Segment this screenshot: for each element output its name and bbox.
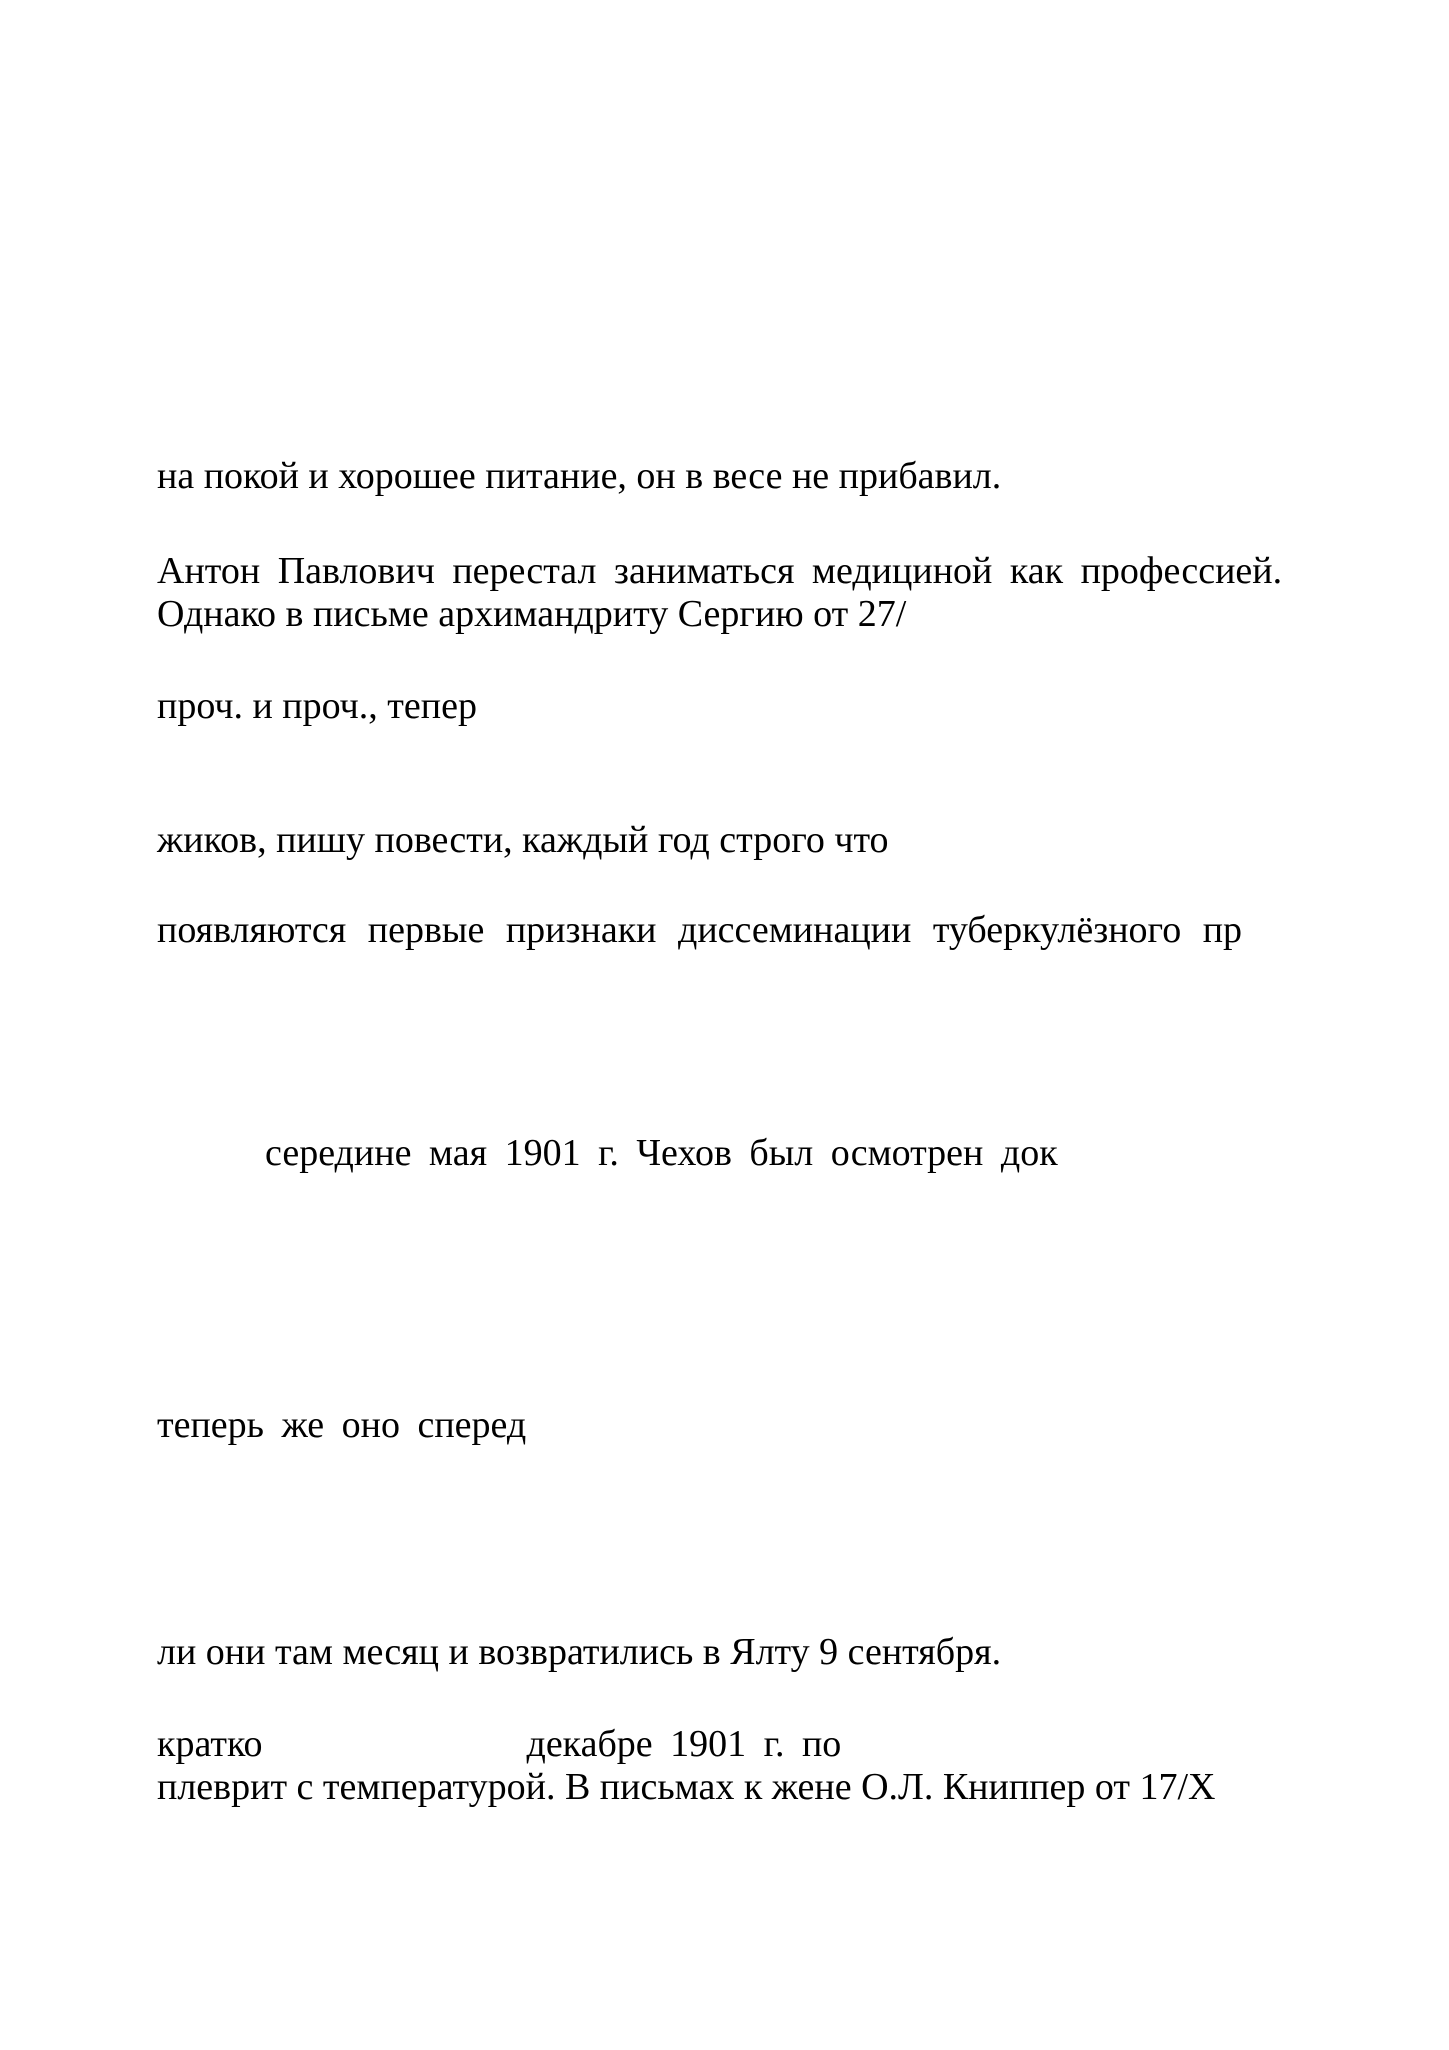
text-line-1: на покой и хорошее питание, он в весе не прибавил. xyxy=(157,455,1002,497)
text-line-7: середине мая 1901 г. Чехов был осмотрен док xyxy=(265,1132,1058,1174)
text-line-4: проч. и проч., тепер xyxy=(157,685,477,727)
text-line-2: Антон Павлович перестал заниматься медициной как профессией. xyxy=(157,550,1283,592)
text-line-10: плеврит с температурой. В письмах к жене О.Л. Книппер от 17/X xyxy=(157,1766,1216,1808)
text-line-3: Однако в письме архимандриту Сергию от 27/ xyxy=(157,593,907,635)
text-line-5: жиков, пишу повести, каждый год строго что xyxy=(157,819,889,861)
text-line-8: теперь же оно сперед xyxy=(157,1404,527,1446)
text-line-9: ли они там месяц и возвратились в Ялту 9 сентября. xyxy=(157,1631,1002,1673)
split-text-left: кратко xyxy=(157,1723,263,1765)
text-line-6: появляются первые признаки диссеминации туберкулёзного пр xyxy=(157,909,1243,951)
split-text-line xyxy=(157,1725,841,1763)
split-text-right: декабре 1901 г. по xyxy=(526,1723,842,1765)
